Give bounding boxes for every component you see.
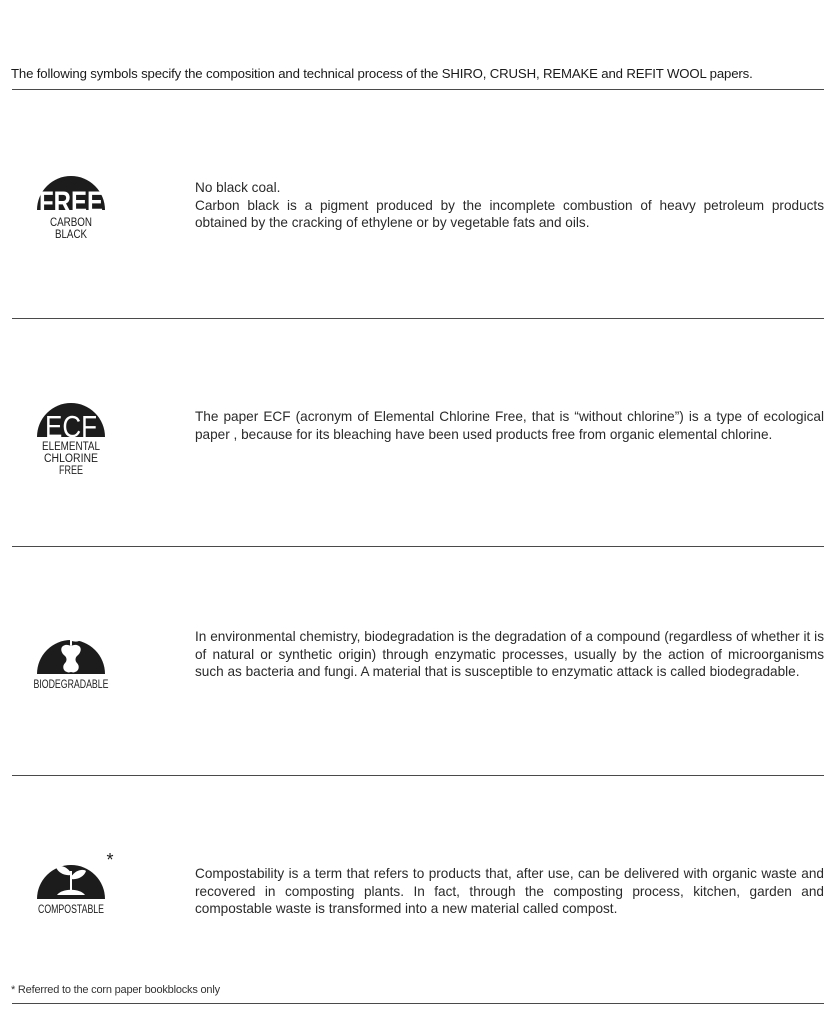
compostable-sprout-icon: [30, 851, 120, 919]
ecf-description: [195, 408, 824, 443]
biodegradable-badge: [30, 630, 112, 694]
divider: [12, 318, 824, 319]
free-carbon-black-badge: [30, 166, 112, 246]
biodegradable-apple-icon: [30, 630, 112, 694]
compostable-description: [195, 865, 824, 918]
divider: [12, 775, 824, 776]
ecf-icon: [30, 391, 112, 477]
compostable-badge: [30, 851, 112, 919]
description-line: Carbon black is a pigment produced by the incomplete combustion of heavy petroleum products obtained by the cracking of ethylene or by vegetable fats and oils.: [195, 197, 824, 231]
divider: [12, 1003, 824, 1004]
footnote: * Referred to the corn paper bookblocks only: [11, 984, 220, 996]
badge-main-text: ECF: [45, 409, 97, 444]
free-carbon-black-icon: [30, 166, 112, 246]
intro-text: The following symbols specify the composition and technical process of the SHIRO, CRUSH, REMAKE and REFIT WOOL papers.: [11, 66, 753, 81]
description-line: In environmental chemistry, biodegradation is the degradation of a compound (regardless of whether it is of natural or synthetic origin) through enzymatic processes, usually by the action of microorganisms such as bacteria and fungi. A material that is susceptible to enzymatic attack is called biodegradable.: [195, 629, 824, 680]
asterisk-mark: *: [106, 850, 114, 870]
ecf-badge: [30, 391, 112, 477]
divider: [12, 546, 824, 547]
divider: [12, 89, 824, 90]
badge-sub-text: BIODEGRADABLE: [33, 679, 109, 691]
badge-sub-text: COMPOSTABLE: [38, 904, 105, 916]
badge-sub-text: ELEMENTAL: [42, 441, 101, 453]
description-line: The paper ECF (acronym of Elemental Chlorine Free, that is “without chlorine”) is a type of ecological paper , because for its bleaching have been used products free from organic elemental chlorine.: [195, 409, 824, 442]
badge-sub-text: CARBON: [50, 217, 92, 229]
badge-main-text: FREE: [39, 186, 103, 219]
badge-sub-text: CHLORINE: [44, 453, 99, 465]
biodegradable-description: [195, 628, 824, 681]
badge-sub-text: FREE: [59, 465, 84, 477]
description-line: No black coal.: [195, 180, 281, 195]
free-carbon-black-description: [195, 179, 824, 232]
description-line: Compostability is a term that refers to products that, after use, can be delivered with organic waste and recovered in composting plants. In fact, through the composting process, kitchen, garden and compostable waste is transformed into a new material called compost.: [195, 866, 824, 917]
badge-sub-text: BLACK: [55, 229, 88, 241]
